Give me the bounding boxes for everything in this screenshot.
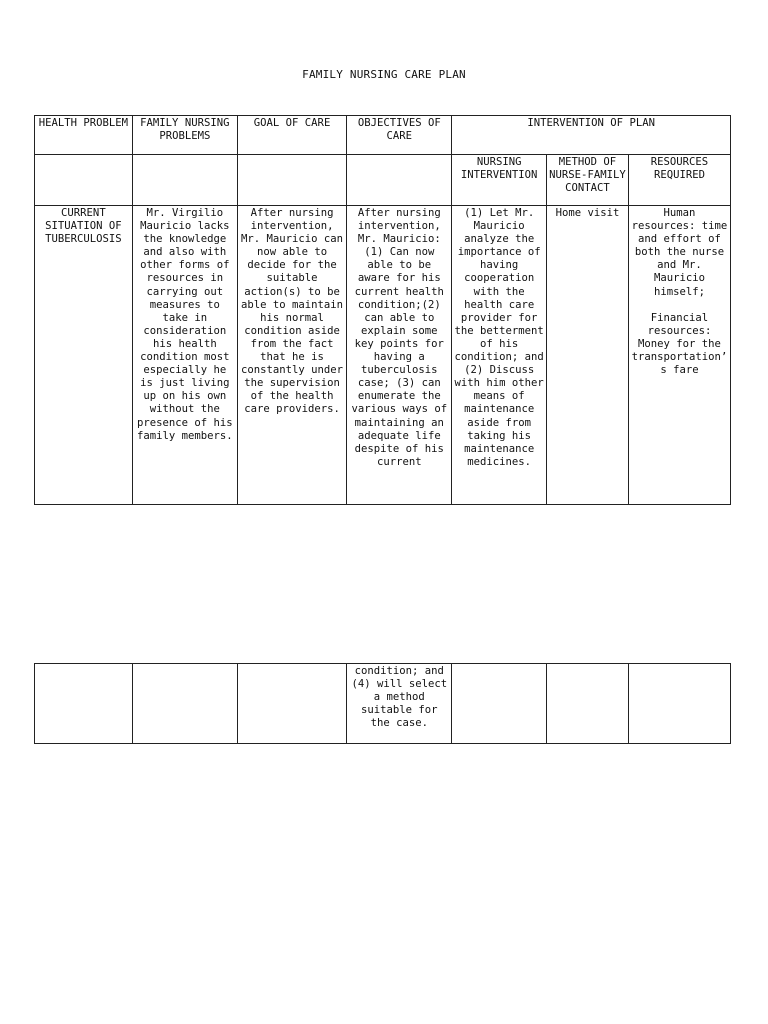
subheader-empty-cell [132, 155, 237, 206]
spacer [631, 299, 728, 312]
header-objectives-of-care: OBJECTIVES OF CARE [347, 116, 452, 155]
cell-objectives-of-care: After nursing intervention, Mr. Mauricio: (1) Can now able to be aware for his current health condition;(2) can able to explain some key points for having a tuberculosis case; (3) can enumerate the various ways of maintaining an adequate life despite of his current [347, 206, 452, 505]
cont-empty-cell [237, 664, 346, 744]
care-plan-table-continuation [34, 663, 731, 744]
cell-resources-required [628, 206, 730, 505]
care-plan-table [34, 115, 731, 505]
table-row [35, 664, 731, 744]
cell-objectives-of-care-continued: condition; and (4) will select a method suitable for the case. [347, 664, 452, 744]
header-method-of-contact: METHOD OF NURSE-FAMILY CONTACT [546, 155, 628, 206]
cell-family-nursing-problem: Mr. Virgilio Mauricio lacks the knowledge and also with other forms of resources in carrying out measures to take in consideration his health condition most especially he is just living up on his own without the presence of his family members. [132, 206, 237, 505]
cell-goal-of-care: After nursing intervention, Mr. Mauricio can now able to decide for the suitable action(s) to be able to maintain his normal condition aside from the fact that he is constantly under the supervision of the health care providers. [237, 206, 346, 505]
cell-method-of-contact: Home visit [546, 206, 628, 505]
header-intervention-of-plan: INTERVENTION OF PLAN [452, 116, 731, 155]
header-resources-required: RESOURCES REQUIRED [628, 155, 730, 206]
cell-nursing-intervention: (1) Let Mr. Mauricio analyze the importance of having cooperation with the health care provider for the betterment of his condition; and (2) Discuss with him other means of maintenance aside from taking his maintenance medicines. [452, 206, 547, 505]
resources-human-text: Human resources: time and effort of both the nurse and Mr. Mauricio himself; [631, 207, 728, 298]
cont-empty-cell [628, 664, 730, 744]
subheader-empty-cell [347, 155, 452, 206]
header-family-nursing-problems: FAMILY NURSING PROBLEMS [132, 116, 237, 155]
header-goal-of-care: GOAL OF CARE [237, 116, 346, 155]
page-title: FAMILY NURSING CARE PLAN [302, 68, 466, 81]
header-nursing-intervention: NURSING INTERVENTION [452, 155, 547, 206]
subheader-row [35, 155, 731, 206]
cont-empty-cell [132, 664, 237, 744]
table-row [35, 206, 731, 505]
cell-health-problem: CURRENT SITUATION OF TUBERCULOSIS [35, 206, 133, 505]
resources-financial-text: Financial resources: Money for the transportation’s fare [631, 311, 728, 377]
cont-empty-cell [546, 664, 628, 744]
subheader-empty-cell [237, 155, 346, 206]
header-health-problem: HEALTH PROBLEM [35, 116, 133, 155]
subheader-empty-cell [35, 155, 133, 206]
cont-empty-cell [452, 664, 547, 744]
header-row [35, 116, 731, 155]
cont-empty-cell [35, 664, 133, 744]
